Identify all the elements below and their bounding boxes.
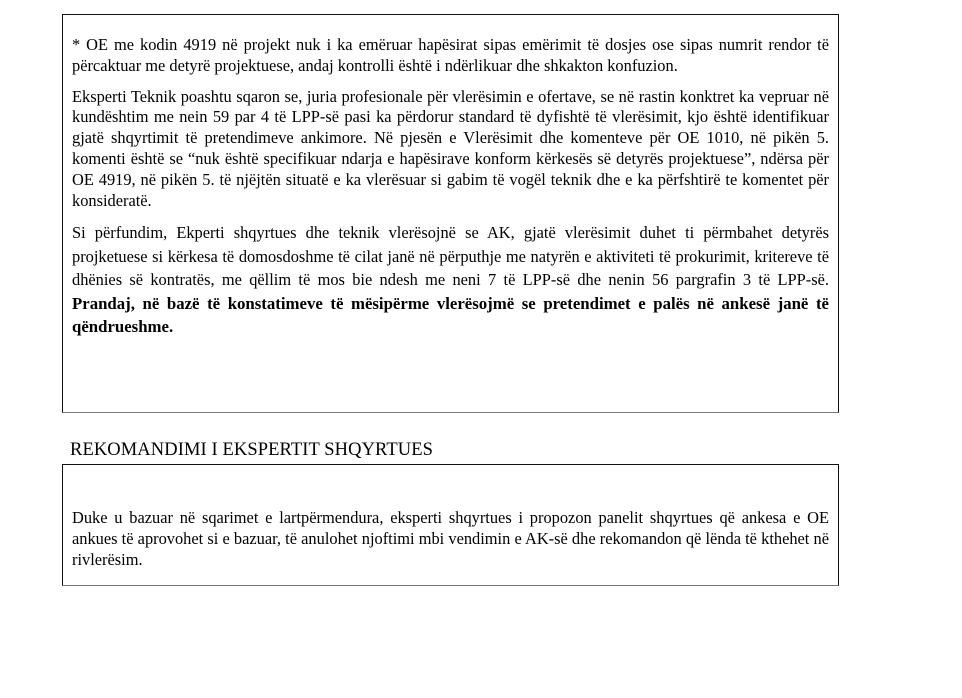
findings-box (62, 14, 839, 413)
conclusion-bold-text: Prandaj, në bazë të konstatimeve të mësipërme vlerësojmë se pretendimet e palës në ankesë janë të qëndrueshme. (72, 293, 829, 337)
paragraph-recommendation: Duke u bazuar në sqarimet e lartpërmendura, eksperti shqyrtues i propozon panelit shqyrtues që ankesa e OE ankues të aprovohet si e bazuar, të anulohet njoftimi mbi vendimin e AK-së dhe rekomandon që lënda të kthehet në rivlerësim. (72, 508, 829, 569)
recommendation-box (62, 464, 839, 586)
paragraph-oe-4919-note: * OE me kodin 4919 në projekt nuk i ka emëruar hapësirat sipas emërimit të dosjes ose sipas numrit rendor të përcaktuar me detyrë projektuese, andaj kontrolli është i ndërlikuar dhe shkakton konfuzion. (72, 35, 829, 75)
section-heading-recommendation: REKOMANDIMI I EKSPERTIT SHQYRTUES (70, 440, 434, 460)
paragraph-conclusion (72, 221, 829, 339)
paragraph-technical-expert: Eksperti Teknik poashtu sqaron se, juria profesionale për vlerësimin e ofertave, se në rastin konktret ka vepruar në kundështim me nein 59 par 4 të LPP-së pasi ka përdorur standard të dyfishtë të vlerësimit, kjo është identifikuar gjatë shqyrtimit të pretendimeve ankimore. Në pjesën e Vlerësimit dhe komenteve për OE 1010, në pikën 5. komenti është se “nuk është specifikuar ndarja e hapësirave konform kërkesës së detyrës projektuese”, ndërsa për OE 4919, në pikën 5. të njëjtën situatë e ka vlerësuar si gabim të vogël teknik dhe e ka përfshtirë te komentet për konsideratë. (72, 86, 829, 210)
conclusion-text: Si përfundim, Ekperti shqyrtues dhe teknik vlerësojnë se AK, gjatë vlerësimit duhet ti përmbahet detyrës projketuese si kërkesa të domosdoshme të cilat janë në përputhje me natyrën e aktiviteti të prokurimit, kritereve të dhënies së kontratës, me qëllim të mos bie ndesh me neni 7 të LPP-së dhe nenin 56 pargrafin 3 të LPP-së. (72, 223, 829, 290)
